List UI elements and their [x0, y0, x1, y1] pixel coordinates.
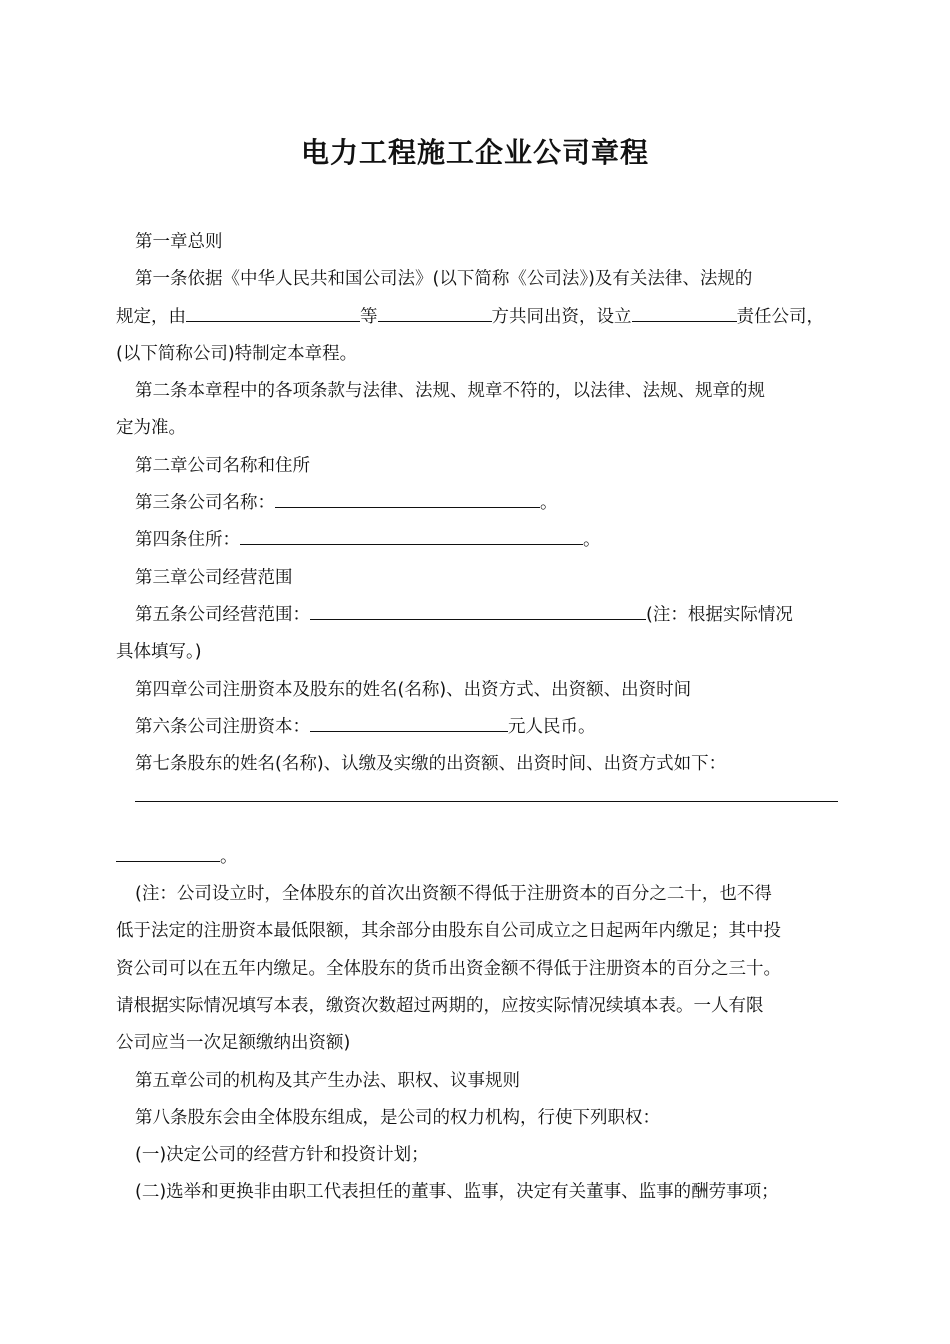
text-segment: 责任公司， [736, 306, 824, 327]
text-segment: (注：根据实际情况 [646, 604, 793, 625]
text-segment: 等 [360, 306, 378, 327]
fill-in-blank[interactable] [135, 801, 838, 802]
note-line: 资公司可以在五年内缴足。全体股东的货币出资金额不得低于注册资本的百分之三十。 [116, 958, 781, 979]
paragraph-line: 第一条依据《中华人民共和国公司法》(以下简称《公司法》)及有关法律、法规的 [135, 269, 753, 290]
chapter-heading: 第四章公司注册资本及股东的姓名(名称)、出资方式、出资额、出资时间 [135, 679, 692, 700]
chapter-heading: 第三章公司经营范围 [135, 567, 293, 588]
paragraph-line [116, 299, 838, 336]
text-segment: 第三条公司名称： [135, 493, 275, 514]
paragraph-line [116, 485, 838, 522]
fill-in-blank[interactable] [310, 601, 646, 620]
paragraph-line: 定为准。 [116, 418, 186, 439]
paragraph-line: 具体填写。) [116, 642, 202, 663]
text-segment: 第五条公司经营范围： [135, 604, 310, 625]
chapter-heading: 第一章总则 [135, 232, 223, 252]
list-item: (一)决定公司的经营方针和投资计划； [135, 1145, 429, 1166]
paragraph-line [116, 597, 838, 634]
fill-in-blank[interactable] [186, 303, 360, 322]
chapter-heading: 第五章公司的机构及其产生办法、职权、议事规则 [135, 1070, 520, 1091]
text-segment: 第四条住所： [135, 530, 240, 551]
fill-in-blank[interactable] [275, 489, 540, 508]
note-line: (注：公司设立时，全体股东的首次出资额不得低于注册资本的百分之二十，也不得 [135, 884, 772, 905]
fill-in-blank[interactable] [310, 713, 508, 732]
paragraph-line [116, 709, 838, 746]
text-segment: 规定，由 [116, 306, 186, 327]
text-segment: 方共同出资，设立 [491, 306, 632, 327]
paragraph-line: 第七条股东的姓名(名称)、认缴及实缴的出资额、出资时间、出资方式如下： [135, 754, 727, 775]
paragraph-line: 第二条本章程中的各项条款与法律、法规、规章不符的，以法律、法规、规章的规 [135, 381, 765, 402]
text-segment: 。 [583, 530, 601, 551]
fill-in-blank[interactable] [378, 303, 492, 322]
text-segment: 。 [540, 493, 558, 514]
fill-in-blank[interactable] [632, 303, 737, 322]
list-item: (二)选举和更换非由职工代表担任的董事、监事，决定有关董事、监事的酬劳事项； [135, 1182, 779, 1203]
fill-in-blank[interactable] [240, 526, 583, 545]
fill-in-blank[interactable] [116, 843, 220, 862]
text-segment: 。 [220, 846, 238, 867]
paragraph-line: 第八条股东会由全体股东组成，是公司的权力机构，行使下列职权： [135, 1107, 660, 1128]
document-body [116, 224, 838, 1212]
note-line: 请根据实际情况填写本表，缴资次数超过两期的，应按实际情况续填本表。一人有限 [116, 995, 764, 1016]
text-segment: 元人民币。 [508, 716, 596, 737]
document-title: 电力工程施工企业公司章程 [300, 136, 649, 169]
note-line: 低于法定的注册资本最低限额，其余部分由股东自公司成立之日起两年内缴足；其中投 [116, 921, 781, 942]
paragraph-line [116, 522, 838, 559]
paragraph-line [116, 839, 838, 876]
paragraph-line: (以下简称公司)特制定本章程。 [116, 343, 358, 364]
chapter-heading: 第二章公司名称和住所 [135, 455, 310, 476]
shareholder-blank-row [116, 801, 838, 838]
text-segment: 第六条公司注册资本： [135, 716, 310, 737]
note-line: 公司应当一次足额缴纳出资额) [116, 1033, 351, 1054]
